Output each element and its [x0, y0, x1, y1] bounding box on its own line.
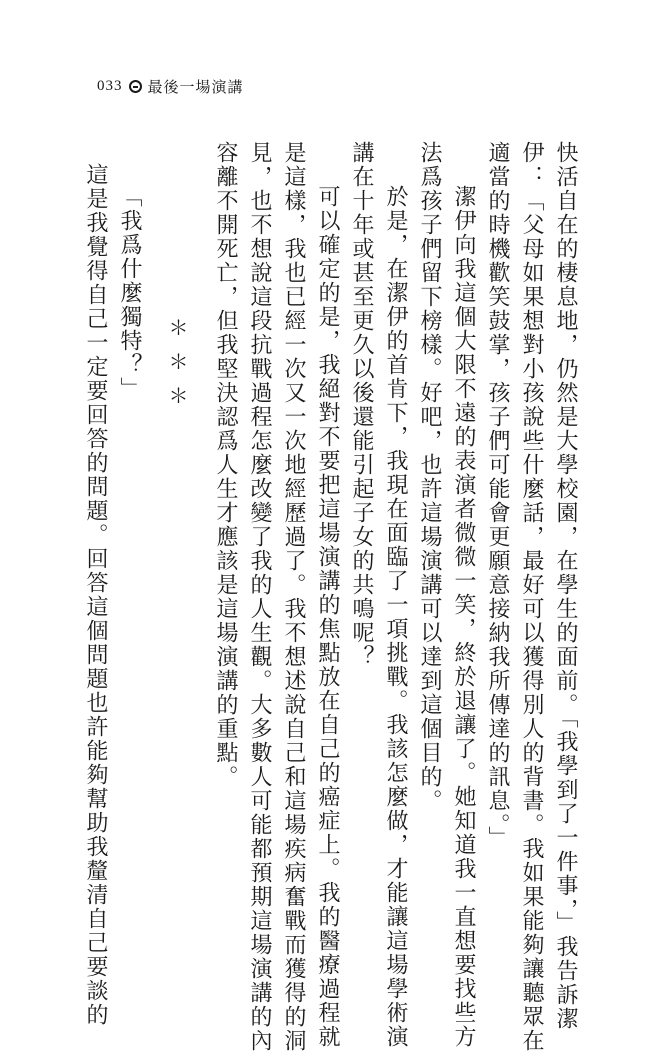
section-separator: ＊＊＊	[165, 317, 189, 419]
quote-line: 「我爲什麼獨特？」	[117, 185, 142, 401]
text-line: 容離不開死亡，但我堅決認爲人生才應該是這場演講的重點。	[213, 141, 238, 789]
paragraph-start: 潔伊向我這個大限不遠的表演者微微一笑，終於退讓了。她知道我一直想要找些方	[451, 185, 476, 1049]
paragraph-start: 於是，在潔伊的首肯下，我現在面臨了一項挑戰。我該怎麼做，才能讓這場學術演	[383, 185, 408, 1049]
text-line: 見，也不想說這段抗戰過程怎麼改變了我的人生觀。大多數人可能都預期這場演講的內	[247, 141, 272, 1053]
text-line: 適當的時機歡笑鼓掌，孩子們可能會更願意接納我所傳達的訊息。」	[485, 141, 510, 850]
vertical-text-body	[82, 141, 582, 1053]
text-line: 法爲孩子們留下榜樣。好吧，也許這場演講可以達到這個目的。	[417, 141, 442, 813]
section-gap	[194, 141, 208, 891]
section-gap	[146, 141, 160, 891]
page-number: 033	[97, 78, 123, 94]
text-line: 是這樣，我也已經一次又一次地經歷過了。我不想述說自己和這場疾病奮戰而獲得的洞	[281, 141, 306, 1053]
page-header	[97, 76, 244, 97]
circle-divider-icon	[129, 80, 142, 93]
text-line: 講在十年或甚至更久以後還能引起子女的共鳴呢？	[349, 141, 374, 669]
text-line: 這是我覺得自己一定要回答的問題。回答這個問題也許能夠幫助我釐清自己要談的	[83, 163, 108, 1027]
text-line: 快活自在的棲息地，仍然是大學校園，在學生的面前。「我學到了一件事，」我告訴潔	[553, 141, 578, 1031]
chapter-title: 最後一場演講	[147, 80, 244, 96]
paragraph-start: 可以確定的是，我絕對不要把這場演講的焦點放在自己的癌症上。我的醫療過程就	[315, 185, 340, 1049]
text-line: 伊：「父母如果想對小孩說些什麼話，最好可以獲得別人的背書。我如果能夠讓聽眾在	[519, 141, 544, 1053]
